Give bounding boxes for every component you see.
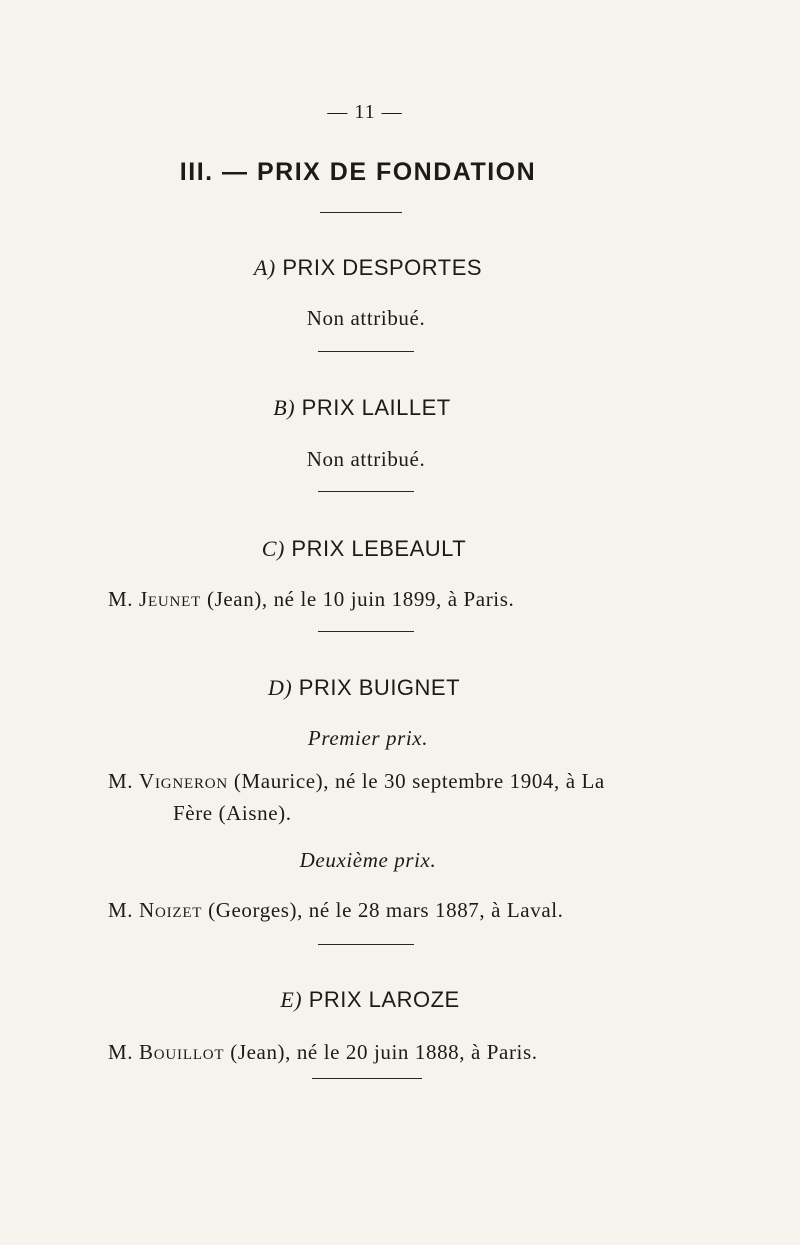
subprize-label: Premier prix. bbox=[307, 726, 429, 750]
section-letter: C) bbox=[261, 536, 285, 561]
section-title: PRIX LAILLET bbox=[301, 395, 451, 420]
section-title: PRIX LEBEAULT bbox=[291, 536, 467, 561]
section-heading-b bbox=[0, 395, 762, 421]
recipient-surname: Bouillot bbox=[138, 1040, 225, 1064]
section-letter: B) bbox=[273, 395, 296, 420]
section-heading-a bbox=[0, 255, 768, 281]
divider-rule bbox=[318, 944, 414, 945]
recipient-surname: Vigneron bbox=[138, 769, 229, 793]
page-title: III. — PRIX DE FONDATION bbox=[179, 158, 537, 186]
divider-rule bbox=[318, 491, 414, 492]
section-letter: D) bbox=[267, 675, 293, 700]
subprize-label: Deuxième prix. bbox=[299, 848, 437, 872]
entry-prefix: M. bbox=[108, 769, 134, 793]
section-title: PRIX DESPORTES bbox=[282, 255, 483, 280]
prize-recipient-entry bbox=[108, 898, 564, 923]
entry-prefix: M. bbox=[108, 1040, 134, 1064]
divider-rule bbox=[318, 631, 414, 632]
section-letter: E) bbox=[280, 987, 303, 1012]
divider-rule bbox=[312, 1078, 422, 1079]
entry-prefix: M. bbox=[108, 898, 134, 922]
section-heading-d bbox=[0, 675, 764, 701]
section-title: PRIX LAROZE bbox=[308, 987, 460, 1012]
recipient-surname: Noizet bbox=[138, 898, 203, 922]
recipient-surname: Jeunet bbox=[138, 587, 202, 611]
section-heading-c bbox=[0, 536, 764, 562]
recipient-details-continuation: Fère (Aisne). bbox=[173, 801, 292, 825]
section-note-b: Non attribué. bbox=[306, 447, 426, 471]
section-heading-e bbox=[0, 987, 770, 1013]
recipient-details: (Georges), né le 28 mars 1887, à Laval. bbox=[208, 898, 564, 922]
recipient-details: (Maurice), né le 30 septembre 1904, à La bbox=[233, 769, 605, 793]
page-number: — 11 — bbox=[327, 101, 403, 123]
divider-rule bbox=[320, 212, 402, 213]
recipient-details: (Jean), né le 20 juin 1888, à Paris. bbox=[230, 1040, 538, 1064]
entry-prefix: M. bbox=[108, 587, 134, 611]
section-letter: A) bbox=[253, 255, 276, 280]
section-title: PRIX BUIGNET bbox=[298, 675, 461, 700]
section-note-a: Non attribué. bbox=[306, 306, 426, 330]
recipient-details: (Jean), né le 10 juin 1899, à Paris. bbox=[206, 587, 515, 611]
divider-rule bbox=[318, 351, 414, 352]
prize-recipient-entry bbox=[108, 1040, 538, 1065]
prize-recipient-entry bbox=[108, 587, 514, 612]
prize-recipient-entry bbox=[108, 769, 605, 794]
